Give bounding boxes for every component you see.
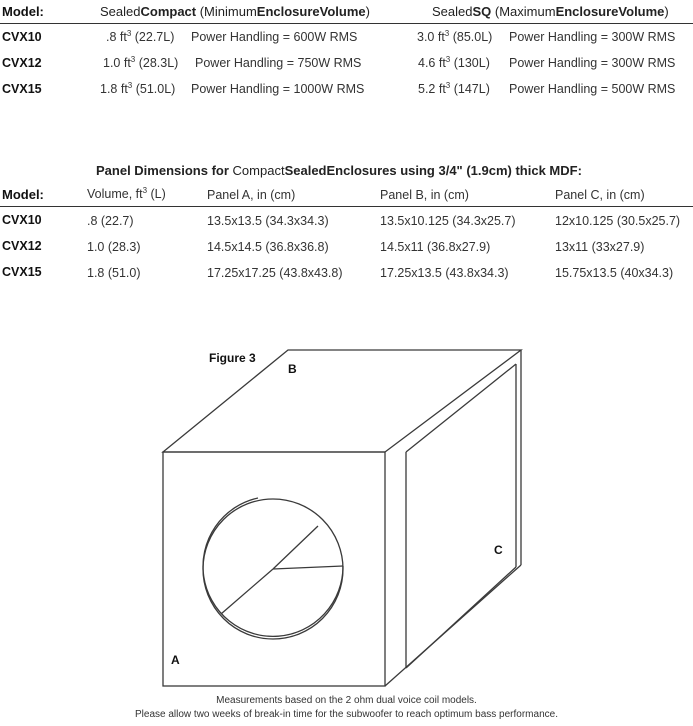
table1-row3-compact-power: Power Handling = 1000W RMS (191, 82, 365, 96)
table1-row1-sq-volume: 3.0 $ft^3$ (85.0L) (417, 28, 493, 44)
table2-row3-panel-b: 17.25x13.5 (43.8x34.3) (380, 266, 509, 280)
top-panel-b (163, 350, 521, 452)
table1-row2-compact-volume: 1.0 $ft^3$ (28.3L) (103, 54, 179, 70)
table2-panel-a-header: Panel A, in (cm) (207, 188, 296, 202)
note-measurements: Measurements based on the 2 ohm dual voice coil models. (216, 695, 477, 706)
table1-sealed-sq-header: SealedSQ (MaximumEnclosureVolume) (432, 4, 669, 19)
table1-row3-compact-volume: 1.8 $ft^3$ (51.0L) (100, 80, 176, 96)
table1-row2-model: CVX12 (2, 56, 42, 70)
table2-row1-panel-b: 13.5x10.125 (34.3x25.7) (380, 214, 516, 228)
panel-c-label: C (494, 543, 503, 557)
table2-row2-panel-c: 13x11 (33x27.9) (555, 240, 645, 254)
figure-title: Figure 3 (209, 351, 256, 365)
woofer-cut-line-1 (273, 526, 318, 569)
table2-row3-model: CVX15 (2, 265, 42, 279)
table2-panel-b-header: Panel B, in (cm) (380, 188, 469, 202)
woofer-cut-line-2 (273, 566, 343, 569)
table1-row3-sq-power: Power Handling = 500W RMS (509, 82, 676, 96)
table2-row2-volume: 1.0 (28.3) (87, 240, 141, 254)
table1-row1-sq-power: Power Handling = 300W RMS (509, 30, 676, 44)
panel-b-label: B (288, 362, 297, 376)
table2-row2-panel-a: 14.5x14.5 (36.8x36.8) (207, 240, 329, 254)
table2-row3-panel-c: 15.75x13.5 (40x34.3) (555, 266, 674, 280)
table2-row3-panel-a: 17.25x17.25 (43.8x43.8) (207, 266, 343, 280)
table2-panel-c-header: Panel C, in (cm) (555, 188, 645, 202)
table1-row2-compact-power: Power Handling = 750W RMS (195, 56, 362, 70)
table1-row3-sq-volume: 5.2 $ft^3$ (147L) (418, 80, 490, 96)
table1-row1-model: CVX10 (2, 30, 42, 44)
table2-volume-header: Volume, $ft^3$ (L) (87, 185, 166, 201)
table1-row3-model: CVX15 (2, 82, 42, 96)
table2-row1-model: CVX10 (2, 213, 42, 227)
side-panel-bottom-inner (406, 567, 516, 668)
table1-row2-sq-power: Power Handling = 300W RMS (509, 56, 676, 70)
note-break-in: Please allow two weeks of break-in time for the subwoofer to reach optimum bass performance. (135, 709, 558, 720)
table2-row1-panel-c: 12x10.125 (30.5x25.7) (555, 214, 681, 228)
table2-row3-volume: 1.8 (51.0) (87, 266, 141, 280)
table2-row2-panel-b: 14.5x11 (36.8x27.9) (380, 240, 491, 254)
side-panel-top-inner (406, 364, 516, 452)
table1-row1-compact-volume: .8 $ft^3$ (22.7L) (106, 28, 175, 44)
table2-row1-volume: .8 (22.7) (87, 214, 134, 228)
table1-model-header: Model: (2, 4, 44, 19)
panel-a-label: A (171, 653, 180, 667)
table1-row2-sq-volume: 4.6 $ft^3$ (130L) (418, 54, 490, 70)
table1-sealed-compact-header: SealedCompact (MinimumEnclosureVolume) (100, 4, 370, 19)
woofer-cut-line-3 (221, 569, 273, 614)
table2-row1-panel-a: 13.5x13.5 (34.3x34.3) (207, 214, 329, 228)
table2-title: Panel Dimensions for CompactSealedEnclosures using 3/4" (1.9cm) thick MDF: (96, 163, 582, 178)
table2-model-header: Model: (2, 187, 44, 202)
table2-row2-model: CVX12 (2, 239, 42, 253)
table1-row1-compact-power: Power Handling = 600W RMS (191, 30, 358, 44)
